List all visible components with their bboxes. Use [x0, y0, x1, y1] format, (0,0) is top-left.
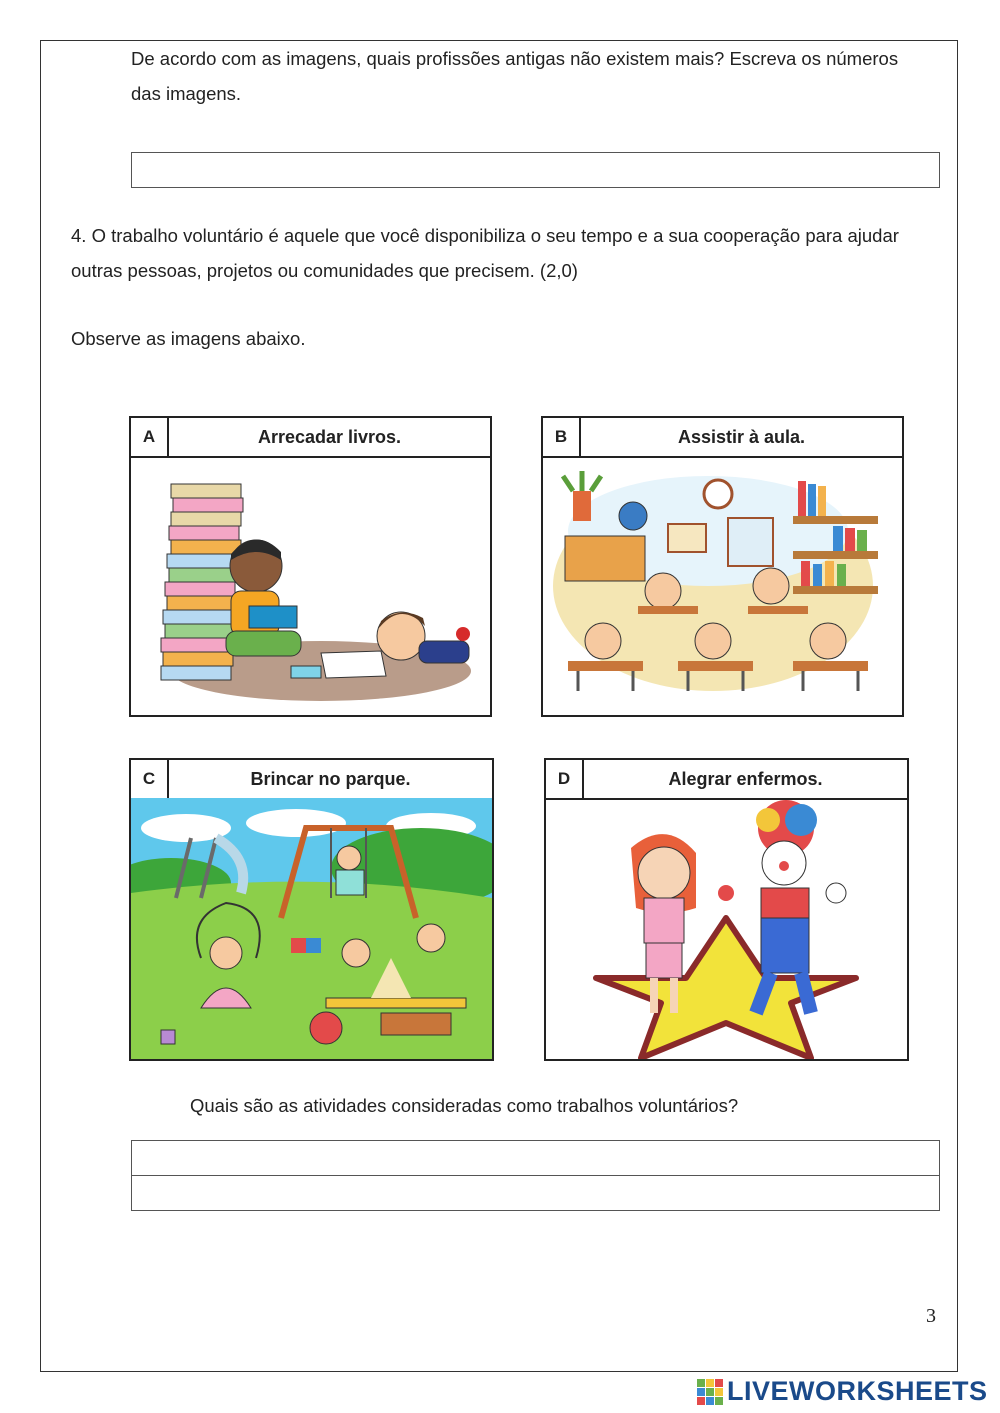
card-c-header [131, 760, 492, 800]
observe-text: Observe as imagens abaixo. [71, 328, 306, 349]
card-d [544, 758, 909, 1061]
card-c-title: Brincar no parque. [250, 768, 411, 789]
question-voluntary-text: Quais são as atividades consideradas como trabalhos voluntários? [190, 1095, 739, 1116]
logo-mark-icon [697, 1379, 723, 1405]
card-b-letter: B [543, 418, 581, 456]
question-3-text: De acordo com as imagens, quais profissões antigas não existem mais? Escreva os números das imagens. [131, 48, 899, 104]
card-a-header [131, 418, 490, 458]
liveworksheets-logo[interactable] [697, 1376, 988, 1407]
logo-text: LIVEWORKSHEETS [727, 1376, 988, 1406]
card-d-title: Alegrar enfermos. [668, 768, 823, 789]
card-b-header [543, 418, 902, 458]
answer-field-q3[interactable] [131, 152, 940, 188]
question-4-text: 4. O trabalho voluntário é aquele que você disponibiliza o seu tempo e a sua cooperação para ajudar outras pessoas, projetos ou comunidades que precisem. (2,0) [71, 225, 899, 281]
card-b-title: Assistir à aula. [677, 426, 806, 447]
answer-field-voluntary-2[interactable] [131, 1175, 940, 1211]
card-b [541, 416, 904, 717]
card-a-title: Arrecadar livros. [257, 426, 402, 447]
card-d-illustration [546, 798, 907, 1059]
card-b-illustration [543, 456, 902, 715]
card-a [129, 416, 492, 717]
card-d-letter: D [546, 760, 584, 798]
answer-field-voluntary-1[interactable] [131, 1140, 940, 1176]
card-c [129, 758, 494, 1061]
card-a-illustration [131, 456, 490, 715]
card-c-letter: C [131, 760, 169, 798]
card-d-header [546, 760, 907, 800]
page-number: 3 [926, 1305, 936, 1327]
card-c-illustration [131, 798, 492, 1059]
card-a-letter: A [131, 418, 169, 456]
